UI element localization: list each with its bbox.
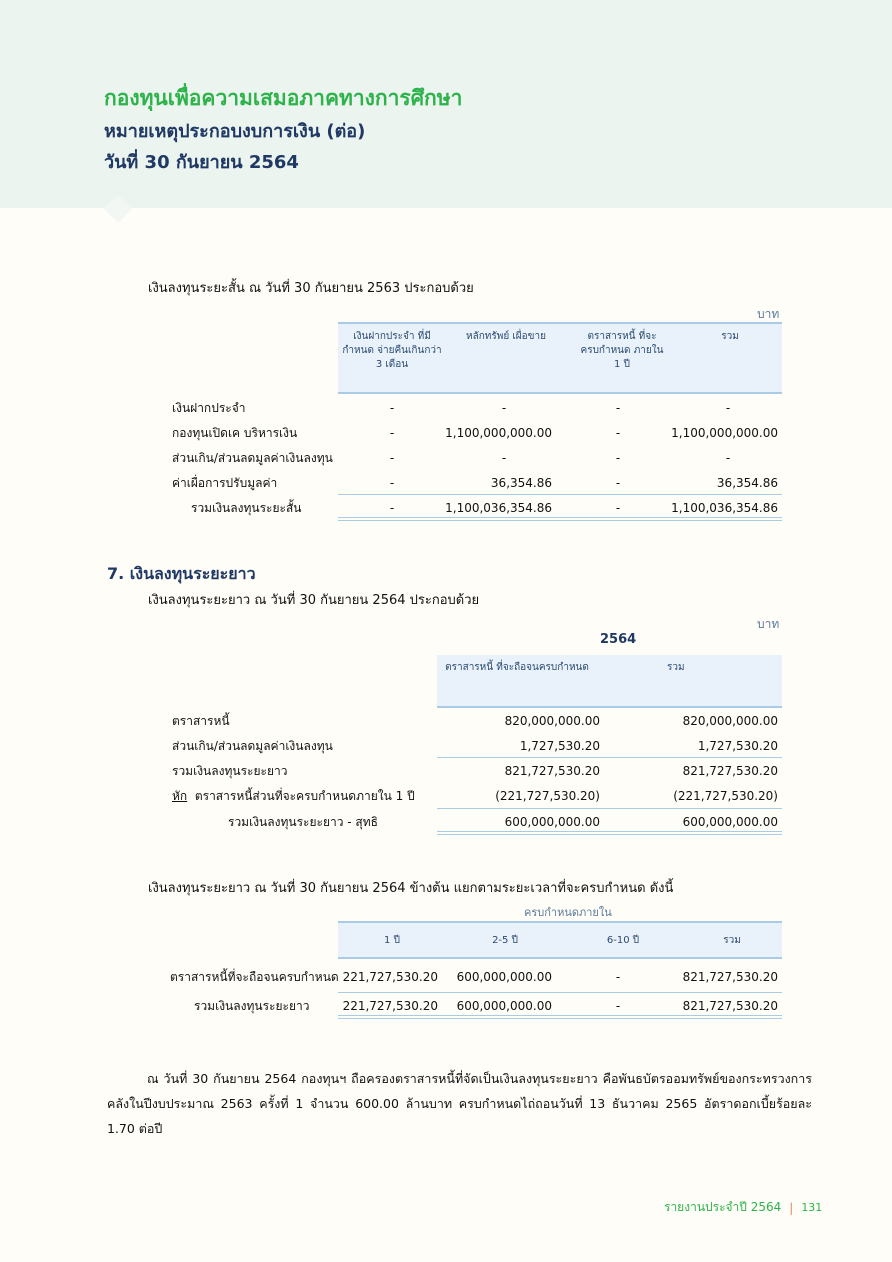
long-term-intro: เงินลงทุนระยะยาว ณ วันที่ 30 กันยายน 2564 ประกอบด้วย: [148, 593, 480, 608]
cell-value: 821,727,530.20: [682, 999, 778, 1013]
cell-value: 36,354.86: [716, 476, 778, 490]
cell-value: 600,000,000.00: [456, 970, 552, 984]
row-label-text: ตราสารหนี้ส่วนที่จะครบกำหนดภายใน 1 ปี: [194, 788, 415, 803]
long-term-table-header: [437, 655, 782, 708]
long-term-unit: บาท: [757, 617, 780, 631]
cell-value: 821,727,530.20: [682, 970, 778, 984]
cell-value: -: [615, 999, 621, 1013]
cell-value: -: [389, 476, 395, 490]
column-header: ตราสารหนี้ ที่จะถือจนครบกำหนด: [445, 662, 589, 673]
row-label: รวมเงินลงทุนระยะสั้น: [191, 500, 302, 515]
short-term-table-header: [338, 322, 782, 394]
cell-value: 821,727,530.20: [682, 764, 778, 778]
cell-value: 1,100,036,354.86: [671, 501, 778, 515]
row-label: รวมเงินลงทุนระยะยาว: [194, 998, 310, 1013]
cell-value: -: [725, 451, 731, 465]
column-header: เงินฝากประจำ ที่มีกำหนด จ่ายคืนเกินกว่า 3 เดือน: [342, 331, 442, 370]
note-paragraph: [107, 1066, 812, 1141]
section-heading: 7. เงินลงทุนระยะยาว: [107, 564, 256, 583]
cell-value: 221,727,530.20: [342, 970, 438, 984]
cell-value: -: [615, 401, 621, 415]
cell-value: 600,000,000.00: [504, 815, 600, 829]
cell-value: 221,727,530.20: [342, 999, 438, 1013]
deduct-prefix: หัก: [172, 788, 188, 803]
cell-value: -: [389, 451, 395, 465]
row-label: ค่าเผื่อการปรับมูลค่า: [172, 475, 278, 490]
column-header: หลักทรัพย์ เผื่อขาย: [466, 331, 546, 342]
cell-value: -: [501, 451, 507, 465]
row-label: ตราสารหนี้ที่จะถือจนครบกำหนด: [170, 969, 339, 984]
cell-value: 1,727,530.20: [697, 739, 778, 753]
short-term-unit: บาท: [757, 307, 780, 321]
cell-value: 1,100,000,000.00: [445, 426, 552, 440]
cell-value: 1,100,036,354.86: [445, 501, 552, 515]
row-label: เงินฝากประจำ: [172, 400, 246, 415]
double-underline: [338, 517, 782, 521]
double-underline: [338, 1015, 782, 1019]
column-header: 1 ปี: [384, 935, 400, 946]
cell-value: -: [615, 426, 621, 440]
maturity-intro: เงินลงทุนระยะยาว ณ วันที่ 30 กันยายน 2564 ข้างต้น แยกตามระยะเวลาที่จะครบกำหนด ดังนี้: [148, 881, 674, 896]
cell-value: -: [389, 501, 395, 515]
cell-value: (221,727,530.20): [673, 789, 778, 803]
cell-value: -: [615, 970, 621, 984]
divider: [338, 494, 782, 495]
row-label: รวมเงินลงทุนระยะยาว: [172, 763, 288, 778]
column-header: รวม: [723, 935, 741, 946]
cell-value: 600,000,000.00: [456, 999, 552, 1013]
footer-separator: |: [789, 1200, 794, 1215]
report-label: รายงานประจำปี 2564: [664, 1200, 782, 1214]
cell-value: 1,100,000,000.00: [671, 426, 778, 440]
column-header: ตราสารหนี้ ที่จะครบกำหนด ภายใน 1 ปี: [580, 331, 664, 370]
row-label: รวมเงินลงทุนระยะยาว - สุทธิ: [228, 814, 378, 829]
maturity-group-label: ครบกำหนดภายใน: [524, 906, 612, 919]
cell-value: -: [501, 401, 507, 415]
double-underline: [437, 831, 782, 835]
cell-value: -: [389, 401, 395, 415]
note-text: ณ วันที่ 30 กันยายน 2564 กองทุนฯ ถือครองตราสารหนี้ที่จัดเป็นเงินลงทุนระยะยาว คือพันธบัตรออมทรัพย์ของกระทรวงการคลังในปีงบประมาณ 2563 ครั้งที่ 1 จำนวน 600.00 ล้านบาท ครบกำหนดไถ่ถอนวันที่ 13 ธันวาคม 2565 อัตราดอกเบี้ยร้อยละ 1.70 ต่อปี: [107, 1071, 812, 1136]
column-header: รวม: [667, 662, 685, 673]
cell-value: -: [615, 501, 621, 515]
row-label: ตราสารหนี้: [172, 713, 230, 728]
row-label: ส่วนเกิน/ส่วนลดมูลค่าเงินลงทุน: [172, 450, 333, 465]
row-label: [172, 785, 415, 807]
year-label: 2564: [600, 632, 637, 647]
cell-value: 820,000,000.00: [682, 714, 778, 728]
divider: [437, 757, 782, 758]
cell-value: (221,727,530.20): [495, 789, 600, 803]
page-date: วันที่ 30 กันยายน 2564: [104, 152, 299, 173]
cell-value: 820,000,000.00: [504, 714, 600, 728]
cell-value: -: [725, 401, 731, 415]
cell-value: -: [615, 451, 621, 465]
page-subtitle: หมายเหตุประกอบงบการเงิน (ต่อ): [104, 121, 366, 142]
cell-value: 600,000,000.00: [682, 815, 778, 829]
page-number: 131: [801, 1201, 823, 1214]
cell-value: -: [389, 426, 395, 440]
column-header: 6-10 ปี: [606, 935, 640, 946]
divider: [437, 808, 782, 809]
page-title: กองทุนเพื่อความเสมอภาคทางการศึกษา: [104, 86, 463, 110]
cell-value: -: [615, 476, 621, 490]
row-label: กองทุนเปิดเค บริหารเงิน: [172, 425, 298, 440]
cell-value: 821,727,530.20: [504, 764, 600, 778]
column-header: 2-5 ปี: [492, 935, 518, 946]
page-footer: [664, 1198, 822, 1217]
cell-value: 1,727,530.20: [519, 739, 600, 753]
short-term-intro: เงินลงทุนระยะสั้น ณ วันที่ 30 กันยายน 2563 ประกอบด้วย: [148, 281, 474, 296]
cell-value: 36,354.86: [490, 476, 552, 490]
row-label: ส่วนเกิน/ส่วนลดมูลค่าเงินลงทุน: [172, 738, 333, 753]
maturity-table-header: [338, 921, 782, 959]
divider: [338, 992, 782, 993]
column-header: รวม: [721, 331, 739, 342]
